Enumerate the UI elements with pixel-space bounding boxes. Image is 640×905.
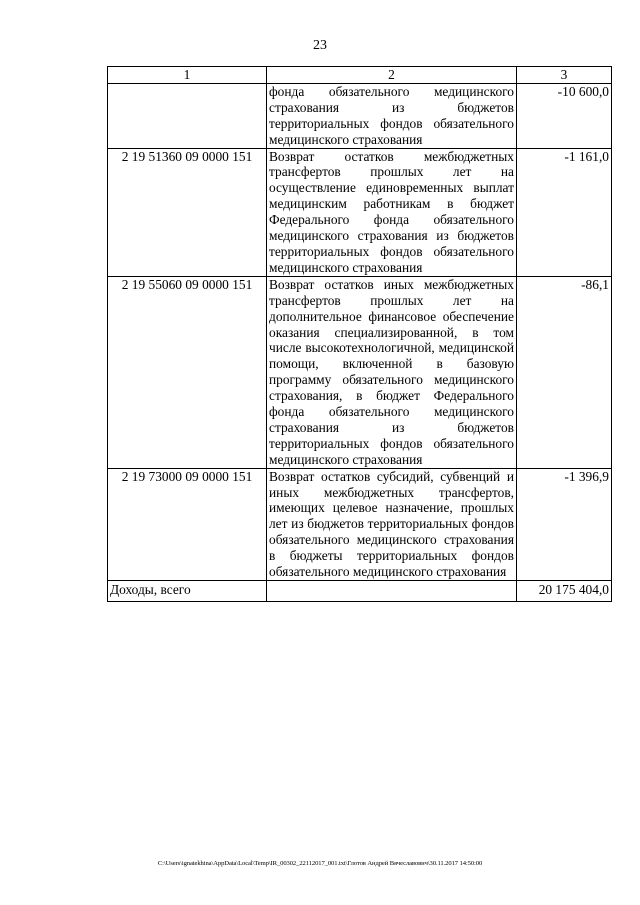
budget-code-cell: 2 19 55060 09 0000 151 [108,276,267,468]
amount-cell: -1 161,0 [517,148,612,276]
description-cell: Возврат остатков иных межбюджетных трансфертов прошлых лет на дополнительное финансовое обеспечение оказания специализированной, в том числе высокотехнологичной, медицинской помощи, включенной в базовую программу обязательного медицинского страхования, в бюджет Федерального фонда обязательного медицинского страхования из бюджетов территориальных фондов обязательного медицинского страхования [267,276,517,468]
amount-cell: -10 600,0 [517,83,612,148]
column-header-1: 1 [108,67,267,84]
column-header-2: 2 [267,67,517,84]
amount-cell: -1 396,9 [517,468,612,580]
table-header-row [108,67,612,84]
page-number: 23 [313,38,327,53]
budget-code-cell: 2 19 51360 09 0000 151 [108,148,267,276]
budget-code-cell: 2 19 73000 09 0000 151 [108,468,267,580]
table-row [108,83,612,148]
description-cell: Возврат остатков межбюджетных трансфертов прошлых лет на осуществление единовременных выплат медицинским работникам в бюджет Федерального фонда обязательного медицинского страхования из бюджетов территориальных фондов обязательного медицинского страхования [267,148,517,276]
total-label: Доходы, всего [108,581,267,602]
table-row [108,148,612,276]
column-header-3: 3 [517,67,612,84]
total-row [108,581,612,602]
budget-table [107,66,612,602]
total-empty-cell [267,581,517,602]
description-cell: Возврат остатков субсидий, субвенций и иных межбюджетных трансфертов, имеющих целевое назначение, прошлых лет из бюджетов территориальных фондов обязательного медицинского страхования в бюджеты территориальных фондов обязательного медицинского страхования [267,468,517,580]
amount-cell: -86,1 [517,276,612,468]
table-row [108,276,612,468]
description-cell: фонда обязательного медицинского страхования из бюджетов территориальных фондов обязательного медицинского страхования [267,83,517,148]
budget-code-cell [108,83,267,148]
table-row [108,468,612,580]
total-amount: 20 175 404,0 [517,581,612,602]
footer-file-path: C:\Users\ignatekhina\AppData\Local\Temp\IR_00302_22112017_001.txt\Глотов Андрей Вячеславович\30.11.2017 14:50:00 [157,860,483,867]
